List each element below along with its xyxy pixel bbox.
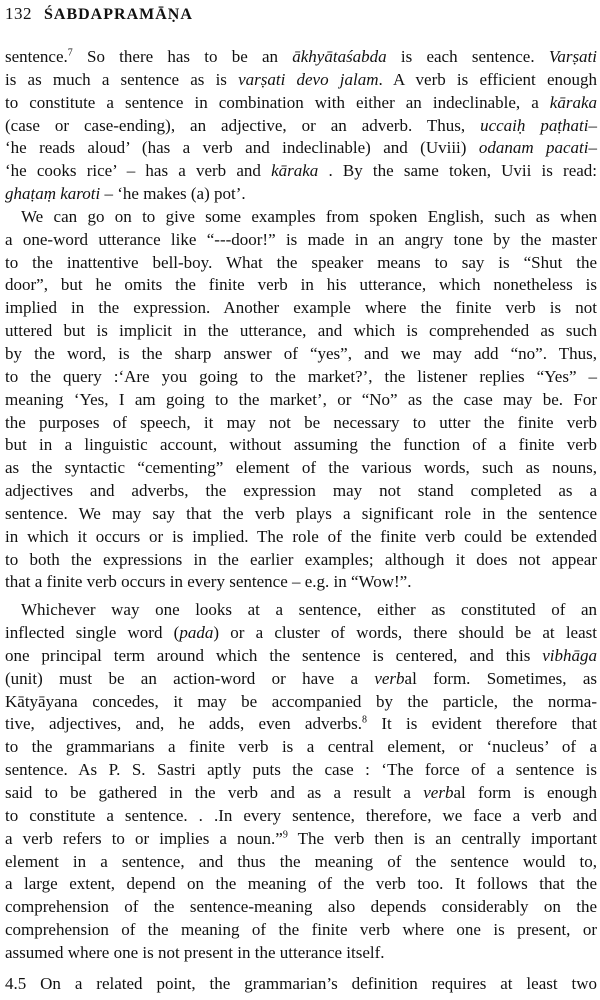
text-run: is each sentence. <box>386 47 549 66</box>
italic-term: uccaiḥ paṭhati <box>480 115 589 135</box>
text-line <box>5 480 597 503</box>
text-line <box>5 183 597 206</box>
text-run: to constitute a sentence. . .In every sentence, therefore, we face a verb and <box>5 805 597 825</box>
text-run: inflected single word ( <box>5 623 180 643</box>
text-run: It is evident therefore that <box>367 714 597 734</box>
running-header <box>5 2 193 27</box>
text-line <box>5 549 597 572</box>
text-run: element in a sentence, and thus the meaning of the sentence would to, <box>5 851 597 871</box>
text-run: in which it occurs or is implied. The role of the finite verb could be extended <box>5 526 597 546</box>
italic-term: odanam pacati <box>478 138 589 158</box>
text-line <box>5 412 597 435</box>
text-line <box>5 434 597 457</box>
text-run: . A verb is efficient enough <box>378 69 597 89</box>
text-run: sentence. <box>5 47 68 66</box>
text-line <box>5 691 597 714</box>
text-line <box>5 919 597 942</box>
text-run: (case or case-ending), an adjective, or an adverb. Thus, <box>5 115 481 135</box>
text-run: – ‘he makes (a) pot’. <box>100 184 246 204</box>
body-text <box>5 46 597 996</box>
text-run: al form. Sometimes, as <box>404 668 598 688</box>
text-line <box>5 599 597 622</box>
text-line <box>5 252 597 275</box>
italic-term: verb <box>423 783 454 802</box>
italic-term: kāraka <box>271 161 319 181</box>
text-line <box>5 320 597 343</box>
italic-term: Varṣati <box>548 47 598 66</box>
text-run: The verb then is an centrally important <box>287 828 597 848</box>
text-run: 4.5 On a related point, the grammarian’s definition requires at least two <box>5 973 597 993</box>
footnote-ref: 7 <box>67 47 73 59</box>
text-run: to the grammarians a finite verb is a central element, or ‘nucleus’ of a <box>5 737 597 757</box>
text-line <box>5 668 597 691</box>
text-run: – <box>588 138 597 158</box>
italic-term: ākhyātaśabda <box>292 47 387 66</box>
text-line <box>5 622 597 645</box>
italic-term: pada <box>179 623 214 643</box>
italic-term: varṣati devo jalam <box>238 69 379 89</box>
text-run: – <box>588 115 598 135</box>
text-line <box>5 92 597 115</box>
text-run: implied in the expression. Another example where the finite verb is not <box>5 298 597 318</box>
text-run: a verb refers to or implies a noun.” <box>5 828 283 848</box>
text-run: the purposes of speech, it may not be necessary to utter the finite verb <box>5 412 597 432</box>
text-run: sentence. We may say that the verb plays a significant role in the sentence <box>5 503 597 523</box>
text-run: comprehension of the meaning of the finite verb where one is present, or <box>5 920 597 940</box>
text-line <box>5 873 597 896</box>
text-run: tive, adjectives, and, he adds, even adverbs. <box>5 714 363 734</box>
text-run: sentence. As P. S. Sastri aptly puts the case : ‘The force of a sentence is <box>5 760 597 780</box>
text-line <box>5 851 597 874</box>
text-run: Whichever way one looks at a sentence, either as constituted of an <box>21 600 597 620</box>
text-run: So there has to be an <box>72 47 293 66</box>
italic-term: verb <box>374 668 405 688</box>
text-run: ‘he cooks rice’ – has a verb and <box>5 161 272 181</box>
text-run: al form is enough <box>453 783 597 802</box>
text-run: comprehension of the sentence-meaning also depends considerably on the <box>5 897 597 917</box>
text-line <box>5 137 597 160</box>
text-line <box>5 942 597 965</box>
text-line <box>5 69 597 92</box>
text-line <box>5 229 597 252</box>
text-run: meaning ‘Yes, I am going to the market’, or “No” as the case may be. For <box>5 389 597 409</box>
text-line <box>5 503 597 526</box>
text-run: We can go on to give some examples from spoken English, such as when <box>21 206 597 226</box>
text-line <box>5 805 597 828</box>
text-run: ‘he reads aloud’ (has a verb and indeclinable) and (Uviii) <box>5 138 479 158</box>
text-line <box>5 160 597 183</box>
text-line <box>5 526 597 549</box>
text-line <box>5 973 597 996</box>
italic-term: kāraka <box>549 92 597 112</box>
text-run: a large extent, depend on the meaning of the verb too. It follows that the <box>5 874 597 894</box>
text-line <box>5 759 597 782</box>
text-run: to the query :‘Are you going to the market?’, the listener replies “Yes” – <box>5 366 597 386</box>
text-run: adjectives and adverbs, the expression may not stand completed as a <box>5 481 597 501</box>
text-run: a one-word utterance like “---door!” is made in an angry tone by the master <box>5 229 597 249</box>
text-line <box>5 713 597 736</box>
text-line <box>5 274 597 297</box>
text-line <box>5 828 597 851</box>
text-run: . By the same token, Uvii is read: <box>318 161 598 181</box>
text-run: ) or a cluster of words, there should be at least <box>213 623 597 643</box>
text-line <box>5 206 597 229</box>
text-run: but in a linguistic account, without assuming the function of a finite verb <box>5 435 597 455</box>
running-title: ŚABDAPRAMĀṆA <box>44 6 193 23</box>
text-line <box>5 782 597 805</box>
text-run: by the word, is the sharp answer of “yes”, and we may add “no”. Thus, <box>5 343 597 363</box>
footnote-ref: 8 <box>362 714 368 726</box>
text-run: assumed where one is not present in the utterance itself. <box>5 942 385 962</box>
page-number: 132 <box>5 4 32 23</box>
text-run: door”, but he omits the finite verb in his utterance, which nonetheless is <box>5 275 597 295</box>
text-line <box>5 457 597 480</box>
text-run: as the syntactic “cementing” element of the various words, such as nouns, <box>5 458 597 478</box>
text-line <box>5 46 597 69</box>
footnote-ref: 9 <box>282 829 288 841</box>
text-run: said to be gathered in the verb and as a result a <box>5 783 424 802</box>
text-line <box>5 896 597 919</box>
text-line <box>5 736 597 759</box>
text-line <box>5 297 597 320</box>
text-line <box>5 366 597 389</box>
italic-term: ghaṭaṃ karoti <box>5 184 101 204</box>
text-run: (unit) must be an action-word or have a <box>5 668 375 688</box>
text-line <box>5 343 597 366</box>
text-run: that a finite verb occurs in every sentence – e.g. in “Wow!”. <box>5 572 412 592</box>
text-run: to constitute a sentence in combination with either an indeclinable, a <box>5 92 550 112</box>
text-line <box>5 571 597 594</box>
text-run: Kātyāyana concedes, it may be accompanied by the particle, the norma- <box>5 691 597 711</box>
text-line <box>5 389 597 412</box>
text-line <box>5 115 597 138</box>
italic-term: vibhāga <box>542 645 597 665</box>
text-run: uttered but is implicit in the utterance, and which is comprehended as such <box>5 321 597 341</box>
text-run: to the inattentive bell-boy. What the speaker means to say is “Shut the <box>5 252 597 272</box>
text-run: is as much a sentence as is <box>5 69 239 89</box>
text-line <box>5 645 597 668</box>
text-run: to both the expressions in the earlier examples; although it does not appear <box>5 549 597 569</box>
text-run: one principal term around which the sentence is centered, and this <box>5 645 543 665</box>
